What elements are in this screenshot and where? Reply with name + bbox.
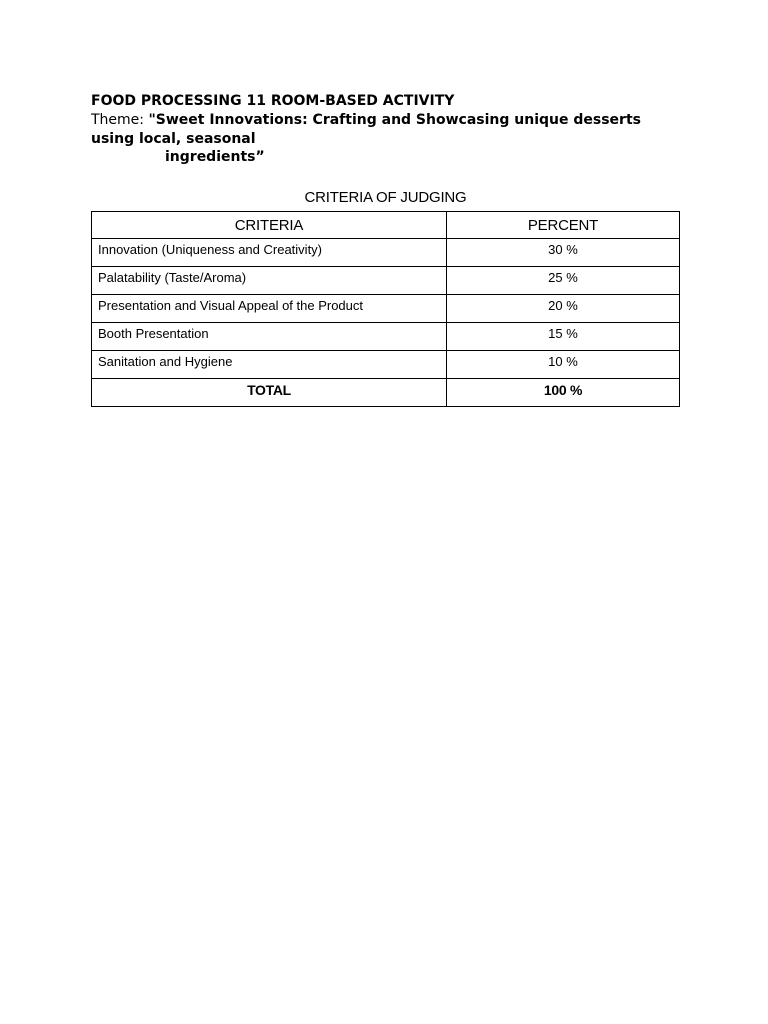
table-row	[92, 267, 680, 295]
percent-cell: 25 %	[447, 267, 680, 295]
criteria-cell: Presentation and Visual Appeal of the Product	[92, 295, 447, 323]
percent-cell: 30 %	[447, 239, 680, 267]
document-heading: FOOD PROCESSING 11 ROOM-BASED ACTIVITY	[91, 93, 455, 109]
theme-block	[91, 111, 691, 167]
criteria-cell: Sanitation and Hygiene	[92, 351, 447, 379]
criteria-cell: Innovation (Uniqueness and Creativity)	[92, 239, 447, 267]
header-criteria: CRITERIA	[92, 212, 447, 239]
header-percent: PERCENT	[447, 212, 680, 239]
table-row	[92, 239, 680, 267]
criteria-cell: Palatability (Taste/Aroma)	[92, 267, 447, 295]
percent-cell: 10 %	[447, 351, 680, 379]
theme-text-line-3: ingredients”	[165, 149, 265, 165]
percent-cell: 15 %	[447, 323, 680, 351]
criteria-table	[91, 211, 680, 407]
total-percent: 100 %	[447, 379, 680, 407]
theme-text-line-2: using local, seasonal	[91, 130, 256, 147]
table-row	[92, 295, 680, 323]
percent-cell: 20 %	[447, 295, 680, 323]
table-row	[92, 323, 680, 351]
table-title: CRITERIA OF JUDGING	[304, 189, 467, 206]
table-row	[92, 351, 680, 379]
table-header-row	[92, 212, 680, 239]
theme-text-line-1: "Sweet Innovations: Crafting and Showcasing unique desserts	[148, 112, 641, 128]
total-label: TOTAL	[92, 379, 447, 407]
total-row	[92, 379, 680, 407]
criteria-cell: Booth Presentation	[92, 323, 447, 351]
theme-label: Theme:	[91, 112, 149, 128]
